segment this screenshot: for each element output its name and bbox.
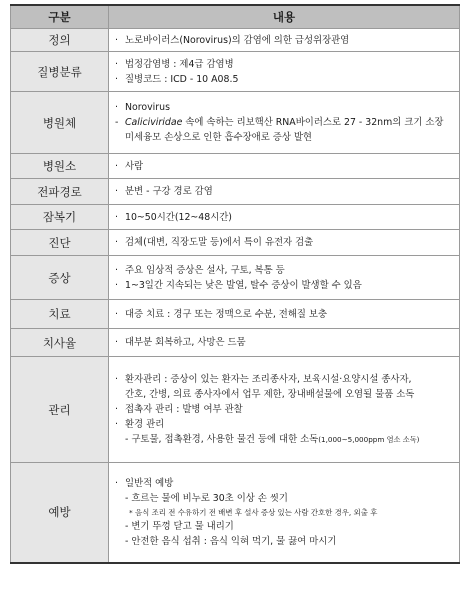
row-content: · 대부분 회복하고, 사망은 드뭄 — [109, 329, 460, 357]
row-label: 전파경로 — [11, 179, 109, 205]
table-header-row — [11, 5, 460, 29]
row-label: 치료 — [11, 300, 109, 329]
row-content: · Norovirus - Caliciviridae 속에 속하는 리보핵산 RNA바이러스로 27 - 32nm의 크기 소장 미세융모 손상으로 인한 흡수장애로 증상 발현 — [109, 92, 460, 154]
header-category: 구분 — [11, 5, 109, 29]
table-row — [11, 205, 460, 230]
table-row — [11, 357, 460, 463]
row-label: 질병분류 — [11, 52, 109, 92]
table-row — [11, 329, 460, 357]
row-content: · 10~50시간(12~48시간) — [109, 205, 460, 230]
row-content: · 대증 치료 : 경구 또는 정맥으로 수분, 전해질 보충 — [109, 300, 460, 329]
table-row — [11, 29, 460, 52]
row-content: · 노로바이러스(Norovirus)의 감염에 의한 급성위장관염 — [109, 29, 460, 52]
row-content: · 법정감염병 : 제4급 감염병 · 질병코드 : ICD - 10 A08.5 — [109, 52, 460, 92]
row-label: 예방 — [11, 463, 109, 563]
row-content: · 사람 — [109, 154, 460, 179]
table-row — [11, 463, 460, 563]
row-label: 증상 — [11, 256, 109, 300]
table-row — [11, 92, 460, 154]
row-label: 치사율 — [11, 329, 109, 357]
row-content: · 주요 임상적 증상은 설사, 구토, 복통 등 · 1~3일간 지속되는 낮은 발열, 탈수 증상이 발생할 수 있음 — [109, 256, 460, 300]
row-content: · 환자관리 : 증상이 있는 환자는 조리종사자, 보육시설·요양시설 종사자, 간호, 간병, 의료 종사자에서 업무 제한, 장내배설물에 오염될 물품 소독 · 접촉자 관리 : 발병 여부 관찰 · 환경 관리 - 구토물, 접촉환경, 사용한 물건 등에 대한 소독(1,000~5,000ppm 염소 소독) — [109, 357, 460, 463]
table-row — [11, 300, 460, 329]
table-row — [11, 230, 460, 256]
row-content: · 분변 - 구강 경로 감염 — [109, 179, 460, 205]
header-content: 내용 — [109, 5, 460, 29]
row-label: 진단 — [11, 230, 109, 256]
row-label: 병원체 — [11, 92, 109, 154]
row-content: · 검체(대변, 직장도말 등)에서 특이 유전자 검출 — [109, 230, 460, 256]
row-label: 관리 — [11, 357, 109, 463]
table-row — [11, 256, 460, 300]
row-label: 잠복기 — [11, 205, 109, 230]
row-label: 병원소 — [11, 154, 109, 179]
table-row — [11, 154, 460, 179]
norovirus-info-table — [10, 4, 460, 564]
table-row — [11, 179, 460, 205]
row-content: · 일반적 예방 - 흐르는 물에 비누로 30초 이상 손 씻기 * 음식 조리 전 수유하기 전 배변 후 설사 증상 있는 사람 간호한 경우, 외출 후 - 변기 뚜껑 닫고 물 내리기 - 안전한 음식 섭취 : 음식 익혀 먹기, 물 끓여 마시기 — [109, 463, 460, 563]
row-label: 정의 — [11, 29, 109, 52]
table-row — [11, 52, 460, 92]
